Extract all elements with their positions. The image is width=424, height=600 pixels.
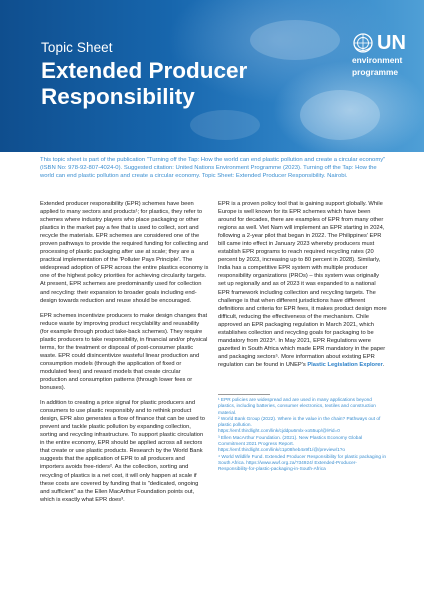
body-paragraph: Extended producer responsibility (EPR) schemes have been applied to many sectors and products¹; for plastics, they refer to schemes where industry players who place packaging or other plastics in the market pay a fee that is used to collect, sort and recycle the materials. EPR schemes are considered one of the proven pathways to provide the required funding for collecting and processing of plastic packaging after use at scale; they are a practical implementation of the 'Polluter Pays Principle'. The widespread adoption of EPR across the entire plastics economy is one of the highest policy priorities for achieving circularity targets. At present, EPR schemes are predominantly used for collection and recycling: their expansion to broader goals including end-design towards reduction and reuse should be encouraged. [40,201,209,304]
link-suffix: . [382,361,385,368]
body-paragraph: EPR is a proven policy tool that is gaining support globally. While Europe is well known for its EPR schemes which have been around for decades, there are examples of EPR from many other regions as well. Viet Nam will implement an EPR starting in 2024, following a 2-year pilot that began in 2022. The Philippines' EPR bill came into effect in January 2023 whereby producers must establish EPR programs to reach required recycling rates (20 percent by 2023, increasing up to 80 percent in 2028). Similarly, India has a competitive EPR system with multiple producer responsibility organizations (PROs) – this system was originally set up regionally and as of 2023 it was expanded to a national EPR framework including collection and recycling targets. The challenge is that when different jurisdictions have different definitions and criteria for EPR fees, it makes product design more difficult, reducing the effectiveness of the mechanism. Chile approved an EPR packaging regulation in March 2021, which establishes collection and recycling goals for packaging to be mandatory from 2023⁴. In May 2021, EPR Regulations were gazetted in South Africa which made EPR mandatory in the paper and packaging sectors⁵. More information about existing EPR regulation can be found in UNEP's [218,201,387,368]
footnote-item[interactable]: https://emf.thirdlight.com/link/cjddpu6mlx-xo55up/@/#id=0 [218,429,340,435]
topic-sheet-label: Topic Sheet [41,40,113,55]
citation-text: This topic sheet is part of the publication "Turning off the Tap: How the world can end plastic pollution and create a circular economy" (ISBN No: 978-92-807-4024-0). Suggested citation: United Nations Environment Programme (2023). Turning off the Tap: How the world can end plastic pollution and create a circular economy. Topic Sheet: Extended Producer Responsibility. Nairobi. [40,157,386,179]
un-emblem-icon [352,32,374,54]
logo-row [352,32,416,54]
logo-programme-text: programme [352,66,399,77]
footnote-item: ⁴ World Wildlife Fund. Extended Producer Responsibility for plastic packaging in South Africa. https://www.wwf.org.za/?34924/ Extended-Producer-Responsibility-for-plastic-packaging-in-South-Africa [218,454,387,473]
body-paragraph: EPR schemes incentivize producers to make design changes that reduce waste by improving product recyclability and reusability (for example through product take-back schemes). They require plastic producers to take responsibility, in financial and/or physical terms, for the treatment or disposal of post-consumer plastic waste. EPR could disincentivize wasteful linear production and consumption models (through the application of fixed or modulated fees) and reward models that create circular production and consumption patterns (through lower fees or bonuses). [40,312,208,392]
left-column [40,200,209,511]
hero-texture [250,20,340,60]
logo-environment-text: environment [352,55,403,65]
hero-texture [300,90,380,140]
body-paragraph-with-link [218,200,387,369]
footnotes-list [218,398,387,474]
page-title: Extended Producer Responsibility [41,58,248,109]
body-paragraph: In addition to creating a price signal for plastic producers and consumers to use plastic responsibly and to rethink product design, EPR also generates a flow of finance that can be used to prevent and tackle plastic pollution by expanding collection, sorting and recycling infrastructure. To support plastic circulation in the entire economy, EPR should be applied across all sectors that create or use plastic products. Research by the World Bank suggests that the application of EPR to all producers and importers avoids free-riders². As the collection, sorting and recycling of plastics is a net cost, it will only happen at scale if these costs are covered by funding that is "dedicated, ongoing and sufficient" as the Ellen MacArthur Foundation points out, which is exactly what EPR does³. [40,400,205,503]
hero-texture [190,110,260,140]
plastic-legislation-explorer-link[interactable]: Plastic Legislation Explorer [307,361,383,368]
hero-banner [0,0,424,152]
right-column [218,200,387,474]
footnote-item: ¹ EPR policies are widespread and are used in many applications beyond plastics, including batteries, consumer electronics, textiles and construction material. [218,397,376,416]
footnote-item: ² World Bank Group (2022). Where is the value in the chain? Pathways out of plastic pollution. [218,416,381,429]
unep-logo [352,32,416,77]
footnote-divider [218,394,270,395]
footnote-item: ³ Ellen MacArthur Foundation. (2021). New Plastics Economy Global Commitment 2021 Progress Report. https://emf.thirdlight.com/link/c1p08heb4x9f1/@/preview/1?o [218,435,363,454]
logo-un-text: UN [377,32,406,54]
